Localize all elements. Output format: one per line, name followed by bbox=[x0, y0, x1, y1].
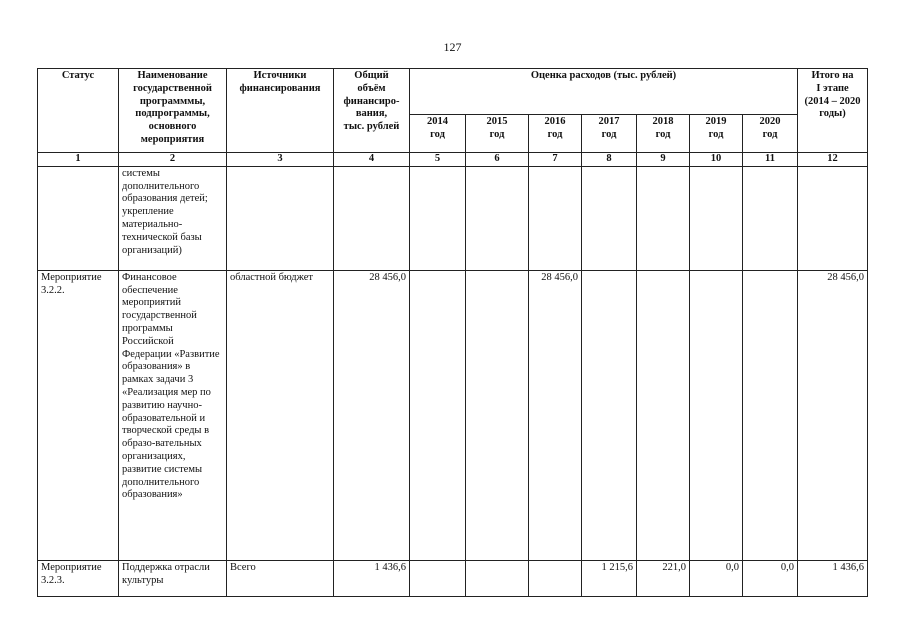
row-source bbox=[227, 166, 334, 270]
header-stage-total-line: I этапе bbox=[816, 82, 849, 94]
header-year-2015 bbox=[466, 115, 529, 153]
header-sources-line: финансирования bbox=[239, 82, 321, 94]
page-number: 127 bbox=[443, 40, 462, 54]
column-number: 11 bbox=[743, 153, 798, 167]
year-label: 2016 bbox=[544, 116, 566, 127]
column-number: 10 bbox=[690, 153, 743, 167]
header-name-line: основного bbox=[148, 121, 197, 133]
row-name: системы дополнительного образования детей; укрепление материально-технической базы организаций) bbox=[119, 166, 227, 270]
row-year-2020: 0,0 bbox=[743, 560, 798, 596]
header-name-line: государственной bbox=[133, 82, 212, 94]
row-stage-total: 28 456,0 bbox=[798, 270, 868, 560]
row-year-2014 bbox=[410, 270, 466, 560]
column-number: 4 bbox=[334, 153, 410, 167]
row-name: Поддержка отрасли культуры bbox=[119, 560, 227, 596]
year-unit: год bbox=[655, 128, 671, 140]
row-year-2019 bbox=[690, 270, 743, 560]
header-stage-total bbox=[798, 69, 868, 153]
header-year-2017 bbox=[582, 115, 637, 153]
row-year-2016 bbox=[529, 166, 582, 270]
row-year-2014 bbox=[410, 560, 466, 596]
header-total-line: Общий bbox=[354, 70, 389, 81]
row-year-2015 bbox=[466, 560, 529, 596]
row-year-2019 bbox=[690, 166, 743, 270]
row-year-2017 bbox=[582, 166, 637, 270]
row-source: Всего bbox=[227, 560, 334, 596]
column-number: 12 bbox=[798, 153, 868, 167]
column-number: 5 bbox=[410, 153, 466, 167]
row-year-2018 bbox=[637, 270, 690, 560]
header-name-line: подпрограммы, bbox=[135, 108, 210, 120]
row-stage-total bbox=[798, 166, 868, 270]
row-total: 28 456,0 bbox=[334, 270, 410, 560]
header-sources bbox=[227, 69, 334, 153]
row-year-2015 bbox=[466, 166, 529, 270]
row-status: Мероприятие 3.2.2. bbox=[38, 270, 119, 560]
year-label: 2015 bbox=[486, 116, 508, 127]
row-name: Финансовое обеспечение мероприятий государственной программы Российской Федерации «Развитие образования» в рамках задачи 3 «Реализация мер по развитию научно-образовательной и творческой среды в образо-вательных организациях, развитие системы дополнительного образования» bbox=[119, 270, 227, 560]
year-unit: год bbox=[601, 128, 617, 140]
year-unit: год bbox=[547, 128, 563, 140]
header-stage-total-line: годы) bbox=[819, 108, 846, 120]
year-label: 2019 bbox=[705, 116, 727, 127]
column-number: 7 bbox=[529, 153, 582, 167]
row-year-2018 bbox=[637, 166, 690, 270]
column-numbers-row bbox=[38, 153, 868, 167]
header-total-line: финансиро- bbox=[343, 95, 400, 107]
table-row bbox=[38, 270, 868, 560]
row-year-2014 bbox=[410, 166, 466, 270]
header-total-line: вания, bbox=[355, 108, 388, 120]
header-row-1 bbox=[38, 69, 868, 115]
header-name-line: программмы, bbox=[139, 95, 206, 107]
row-source: областной бюджет bbox=[227, 270, 334, 560]
header-name-line: Наименование bbox=[137, 70, 208, 81]
column-number: 1 bbox=[38, 153, 119, 167]
row-year-2020 bbox=[743, 270, 798, 560]
header-estimate: Оценка расходов (тыс. рублей) bbox=[410, 69, 798, 115]
row-year-2016: 28 456,0 bbox=[529, 270, 582, 560]
header-year-2018 bbox=[637, 115, 690, 153]
row-total bbox=[334, 166, 410, 270]
year-unit: год bbox=[489, 128, 505, 140]
column-number: 9 bbox=[637, 153, 690, 167]
header-name-line: мероприятия bbox=[140, 133, 205, 145]
year-label: 2020 bbox=[759, 116, 781, 127]
budget-table bbox=[37, 68, 868, 597]
column-number: 2 bbox=[119, 153, 227, 167]
row-total: 1 436,6 bbox=[334, 560, 410, 596]
header-year-2014 bbox=[410, 115, 466, 153]
row-year-2017: 1 215,6 bbox=[582, 560, 637, 596]
header-stage-total-line: (2014 – 2020 bbox=[804, 95, 861, 107]
row-year-2020 bbox=[743, 166, 798, 270]
row-year-2017 bbox=[582, 270, 637, 560]
row-year-2016 bbox=[529, 560, 582, 596]
header-total bbox=[334, 69, 410, 153]
header-sources-line: Источники bbox=[253, 70, 307, 81]
year-label: 2014 bbox=[427, 116, 448, 127]
header-year-2020 bbox=[743, 115, 798, 153]
column-number: 8 bbox=[582, 153, 637, 167]
header-year-2019 bbox=[690, 115, 743, 153]
table-row bbox=[38, 560, 868, 596]
year-unit: год bbox=[430, 128, 445, 140]
column-number: 3 bbox=[227, 153, 334, 167]
table-row bbox=[38, 166, 868, 270]
row-year-2018: 221,0 bbox=[637, 560, 690, 596]
header-total-line: объём bbox=[357, 82, 386, 94]
header-name bbox=[119, 69, 227, 153]
column-number: 6 bbox=[466, 153, 529, 167]
row-status bbox=[38, 166, 119, 270]
year-label: 2017 bbox=[598, 116, 620, 127]
year-unit: год bbox=[762, 128, 778, 140]
row-year-2015 bbox=[466, 270, 529, 560]
header-total-line: тыс. рублей bbox=[343, 121, 400, 133]
row-year-2019: 0,0 bbox=[690, 560, 743, 596]
header-stage-total-line: Итого на bbox=[811, 70, 854, 81]
header-status: Статус bbox=[38, 69, 119, 153]
row-status: Мероприятие 3.2.3. bbox=[38, 560, 119, 596]
year-label: 2018 bbox=[652, 116, 674, 127]
row-stage-total: 1 436,6 bbox=[798, 560, 868, 596]
header-year-2016 bbox=[529, 115, 582, 153]
year-unit: год bbox=[708, 128, 724, 140]
